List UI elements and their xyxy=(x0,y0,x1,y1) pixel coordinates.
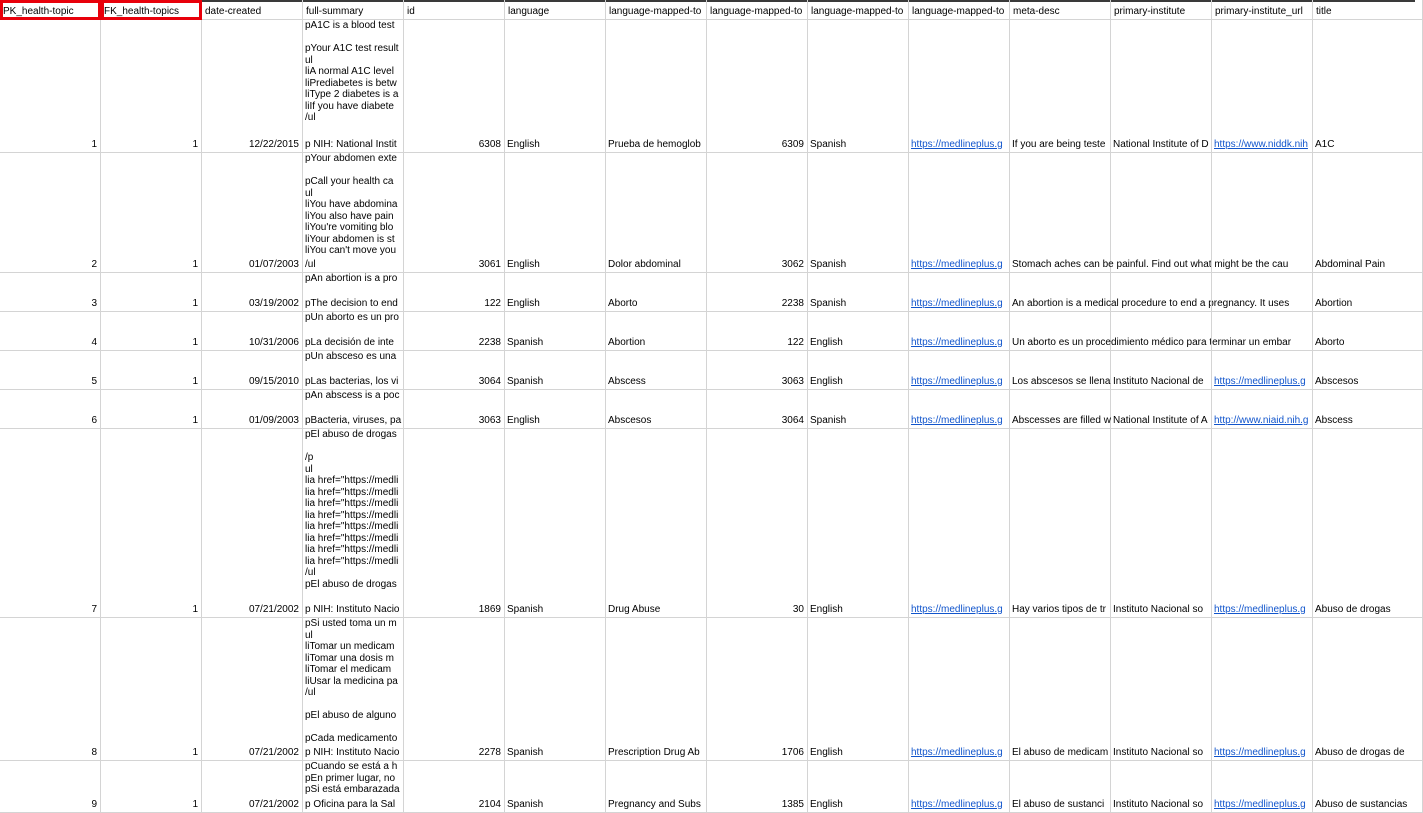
mapped-id-cell[interactable] xyxy=(707,273,808,312)
institute-url-cell[interactable] xyxy=(1212,273,1313,312)
mapped-language-cell[interactable] xyxy=(808,429,909,618)
cell-text: 1706 xyxy=(781,746,804,758)
mapped-id-cell[interactable] xyxy=(707,429,808,618)
institute-url-cell[interactable] xyxy=(1212,390,1313,429)
column-header[interactable]: full-summary xyxy=(303,0,404,20)
url-link[interactable]: https://medlineplus.g xyxy=(911,603,1003,615)
cell-text: Abscesses are filled w xyxy=(1012,414,1111,426)
id-cell[interactable] xyxy=(404,351,505,390)
column-header[interactable]: language-mapped-to xyxy=(606,0,707,20)
date-cell[interactable] xyxy=(202,761,303,813)
summary-cell[interactable] xyxy=(303,618,404,761)
meta-desc-cell[interactable] xyxy=(1010,390,1111,429)
column-header[interactable]: language-mapped-to xyxy=(808,0,909,20)
institute-cell[interactable] xyxy=(1111,20,1212,153)
cell-text: Spanish xyxy=(507,746,544,758)
id-cell[interactable] xyxy=(404,618,505,761)
cell-text: 4 xyxy=(91,336,97,348)
column-header[interactable]: language-mapped-to xyxy=(707,0,808,20)
pk-cell[interactable] xyxy=(0,273,101,312)
id-cell[interactable] xyxy=(404,390,505,429)
cell-text: 1 xyxy=(192,375,198,387)
institute-cell[interactable] xyxy=(1111,351,1212,390)
cell-text: 10/31/2006 xyxy=(248,336,299,348)
summary-cell[interactable] xyxy=(303,153,404,273)
summary-last-line: p Oficina para la Sal xyxy=(305,798,396,810)
cell-text: Drug Abuse xyxy=(608,603,661,615)
cell-text: Hay varios tipos de tr xyxy=(1012,603,1106,615)
title-cell[interactable] xyxy=(1313,618,1423,761)
mapped-url-cell[interactable] xyxy=(909,312,1010,351)
mapped-id-cell[interactable] xyxy=(707,390,808,429)
cell-text: 03/19/2002 xyxy=(248,297,299,309)
cell-text: Abscesos xyxy=(1315,375,1359,387)
cell-text: 01/09/2003 xyxy=(248,414,299,426)
summary-cell[interactable] xyxy=(303,351,404,390)
url-link[interactable]: https://medlineplus.g xyxy=(911,258,1003,270)
cell-text: 5 xyxy=(91,375,97,387)
url-link[interactable]: https://medlineplus.g xyxy=(911,375,1003,387)
cell-text: 6 xyxy=(91,414,97,426)
fk-cell[interactable] xyxy=(101,761,202,813)
language-cell[interactable] xyxy=(505,312,606,351)
language-cell[interactable] xyxy=(505,390,606,429)
cell-text: 1869 xyxy=(478,603,501,615)
mapped-id-cell[interactable] xyxy=(707,312,808,351)
summary-cell[interactable] xyxy=(303,312,404,351)
cell-text: 07/21/2002 xyxy=(248,746,299,758)
cell-text: Instituto Nacional so xyxy=(1113,798,1204,810)
fk-cell[interactable] xyxy=(101,273,202,312)
cell-text: 1 xyxy=(192,798,198,810)
institute-cell[interactable] xyxy=(1111,761,1212,813)
cell-text: 1 xyxy=(192,414,198,426)
summary-last-line: pThe decision to end xyxy=(305,297,398,309)
mapped-id-cell[interactable] xyxy=(707,20,808,153)
mapped-language-cell[interactable] xyxy=(808,153,909,273)
mapped-url-cell[interactable] xyxy=(909,20,1010,153)
summary-text: pAn abortion is a pro xyxy=(305,273,398,284)
column-header[interactable]: primary-institute xyxy=(1111,0,1212,20)
summary-cell[interactable] xyxy=(303,20,404,153)
summary-text: pCuando se está a h pEn primer lugar, no pSi está embarazada xyxy=(305,761,400,795)
cell-text: Aborto xyxy=(608,297,638,309)
column-header[interactable]: FK_health-topics xyxy=(101,0,202,20)
url-link[interactable]: https://medlineplus.g xyxy=(1214,798,1306,810)
mapped-title-cell[interactable] xyxy=(606,761,707,813)
cell-text: 1 xyxy=(192,746,198,758)
cell-text: 01/07/2003 xyxy=(248,258,299,270)
cell-text: 2238 xyxy=(478,336,501,348)
fk-cell[interactable] xyxy=(101,312,202,351)
cell-text: English xyxy=(810,375,843,387)
language-cell[interactable] xyxy=(505,153,606,273)
cell-text: Abuso de drogas de xyxy=(1315,746,1405,758)
cell-text: Aborto xyxy=(1315,336,1345,348)
cell-text: A1C xyxy=(1315,138,1335,150)
cell-text: English xyxy=(507,414,540,426)
institute-cell[interactable] xyxy=(1111,390,1212,429)
url-link[interactable]: https://medlineplus.g xyxy=(911,297,1003,309)
url-link[interactable]: https://medlineplus.g xyxy=(1214,746,1306,758)
cell-text: 1 xyxy=(192,603,198,615)
mapped-title-cell[interactable] xyxy=(606,312,707,351)
cell-text: 8 xyxy=(91,746,97,758)
pk-cell[interactable] xyxy=(0,312,101,351)
cell-text: Stomach aches can be painful. Find out what might be the cau xyxy=(1012,258,1289,270)
fk-cell[interactable] xyxy=(101,429,202,618)
summary-text: pSi usted toma un m ul liTomar un medicam liTomar una dosis m liTomar el medicam liUsar la medicina pa /ul pEl abuso de alguno pCada medicamento xyxy=(305,618,398,744)
meta-desc-cell[interactable] xyxy=(1010,273,1290,312)
cell-text: Prueba de hemoglob xyxy=(608,138,701,150)
column-header[interactable]: PK_health-topic xyxy=(0,0,101,20)
language-cell[interactable] xyxy=(505,273,606,312)
title-cell[interactable] xyxy=(1313,20,1423,153)
institute-url-cell[interactable] xyxy=(1212,20,1313,153)
mapped-language-cell[interactable] xyxy=(808,273,909,312)
cell-text: Spanish xyxy=(507,375,544,387)
pk-cell[interactable] xyxy=(0,618,101,761)
cell-text: 3 xyxy=(91,297,97,309)
cell-text: 1 xyxy=(192,336,198,348)
fk-cell[interactable] xyxy=(101,390,202,429)
meta-desc-cell[interactable] xyxy=(1010,618,1111,761)
cell-text: 2 xyxy=(91,258,97,270)
fk-cell[interactable] xyxy=(101,20,202,153)
cell-text: 2238 xyxy=(781,297,804,309)
summary-text: pEl abuso de drogas /p ul lia href="https://medli lia href="https://medli lia href="https://medli lia href="https://medli lia href="https://medli lia href="https://medli lia href="https://medli lia href="https://medli /ul pEl abuso de drogas xyxy=(305,429,399,590)
cell-text: 1 xyxy=(192,138,198,150)
summary-last-line: pLas bacterias, los vi xyxy=(305,375,399,387)
institute-cell[interactable] xyxy=(1111,618,1212,761)
cell-text: 1 xyxy=(192,258,198,270)
cell-text: Abdominal Pain xyxy=(1315,258,1386,270)
summary-last-line: pBacteria, viruses, pa xyxy=(305,414,402,426)
cell-text: National Institute of D xyxy=(1113,138,1209,150)
column-header[interactable]: date-created xyxy=(202,0,303,20)
cell-text: English xyxy=(810,336,843,348)
url-link[interactable]: https://medlineplus.g xyxy=(1214,375,1306,387)
date-cell[interactable] xyxy=(202,429,303,618)
cell-text: Abortion xyxy=(1315,297,1353,309)
id-cell[interactable] xyxy=(404,312,505,351)
cell-text: Abuso de drogas xyxy=(1315,603,1391,615)
cell-text: Spanish xyxy=(810,414,847,426)
summary-cell[interactable] xyxy=(303,390,404,429)
cell-text: 3064 xyxy=(781,414,804,426)
mapped-title-cell[interactable] xyxy=(606,429,707,618)
cell-text: Abscesos xyxy=(608,414,652,426)
cell-text: English xyxy=(507,258,540,270)
title-cell[interactable] xyxy=(1313,312,1423,351)
cell-text: 2104 xyxy=(478,798,501,810)
pk-cell[interactable] xyxy=(0,429,101,618)
meta-desc-cell[interactable] xyxy=(1010,153,1289,273)
cell-text: If you are being teste xyxy=(1012,138,1106,150)
institute-cell[interactable] xyxy=(1111,273,1212,312)
cell-text: English xyxy=(810,746,843,758)
cell-text: 1 xyxy=(91,138,97,150)
mapped-title-cell[interactable] xyxy=(606,153,707,273)
id-cell[interactable] xyxy=(404,761,505,813)
cell-text: Spanish xyxy=(507,336,544,348)
cell-text: 122 xyxy=(484,297,501,309)
cell-text: 2278 xyxy=(478,746,501,758)
mapped-title-cell[interactable] xyxy=(606,20,707,153)
language-cell[interactable] xyxy=(505,20,606,153)
cell-text: Los abscesos se llena xyxy=(1012,375,1111,387)
cell-text: Prescription Drug Ab xyxy=(608,746,700,758)
cell-text: 122 xyxy=(787,336,804,348)
summary-text: pA1C is a blood test pYour A1C test result ul liA normal A1C level liPrediabetes is betw liType 2 diabetes is a liIf you have diabete /ul xyxy=(305,20,399,123)
title-cell[interactable] xyxy=(1313,351,1423,390)
cell-text: 09/15/2010 xyxy=(248,375,299,387)
mapped-id-cell[interactable] xyxy=(707,761,808,813)
column-header[interactable]: primary-institute_url xyxy=(1212,0,1313,20)
mapped-url-cell[interactable] xyxy=(909,618,1010,761)
cell-text: 9 xyxy=(91,798,97,810)
language-cell[interactable] xyxy=(505,429,606,618)
institute-cell[interactable] xyxy=(1111,153,1212,273)
cell-text: Instituto Nacional so xyxy=(1113,603,1204,615)
cell-text: 6308 xyxy=(478,138,501,150)
mapped-id-cell[interactable] xyxy=(707,153,808,273)
summary-last-line: pLa decisión de inte xyxy=(305,336,394,348)
id-cell[interactable] xyxy=(404,153,505,273)
cell-text: 07/21/2002 xyxy=(248,798,299,810)
meta-desc-cell[interactable] xyxy=(1010,351,1111,390)
id-cell[interactable] xyxy=(404,20,505,153)
cell-text: Spanish xyxy=(810,258,847,270)
date-cell[interactable] xyxy=(202,390,303,429)
cell-text: National Institute of A xyxy=(1113,414,1208,426)
title-cell[interactable] xyxy=(1313,390,1423,429)
summary-cell[interactable] xyxy=(303,761,404,813)
date-cell[interactable] xyxy=(202,20,303,153)
institute-url-cell[interactable] xyxy=(1212,351,1313,390)
cell-text: Pregnancy and Subs xyxy=(608,798,701,810)
mapped-title-cell[interactable] xyxy=(606,618,707,761)
column-header[interactable]: language xyxy=(505,0,606,20)
pk-cell[interactable] xyxy=(0,390,101,429)
meta-desc-cell[interactable] xyxy=(1010,761,1111,813)
language-cell[interactable] xyxy=(505,761,606,813)
mapped-language-cell[interactable] xyxy=(808,761,909,813)
summary-last-line: /ul xyxy=(305,258,316,270)
cell-text: Spanish xyxy=(810,297,847,309)
mapped-title-cell[interactable] xyxy=(606,273,707,312)
mapped-url-cell[interactable] xyxy=(909,153,1010,273)
url-link[interactable]: https://www.niddk.nih xyxy=(1214,138,1308,150)
cell-text: Spanish xyxy=(810,138,847,150)
id-cell[interactable] xyxy=(404,273,505,312)
cell-text: 07/21/2002 xyxy=(248,603,299,615)
cell-text: 1385 xyxy=(781,798,804,810)
cell-text: 30 xyxy=(792,603,804,615)
summary-text: pUn absceso es una xyxy=(305,351,397,362)
cell-text: 3063 xyxy=(478,414,501,426)
cell-text: El abuso de sustanci xyxy=(1012,798,1105,810)
fk-cell[interactable] xyxy=(101,351,202,390)
summary-text: pYour abdomen exte pCall your health ca ul liYou have abdomina liYou also have pain liYou're vomiting blo liYour abdomen is st liYou can't move you xyxy=(305,153,398,256)
cell-text: Abuso de sustancias xyxy=(1315,798,1408,810)
institute-url-cell[interactable] xyxy=(1212,429,1313,618)
cell-text: 12/22/2015 xyxy=(248,138,299,150)
mapped-title-cell[interactable] xyxy=(606,390,707,429)
cell-text: English xyxy=(810,798,843,810)
pk-cell[interactable] xyxy=(0,153,101,273)
institute-cell[interactable] xyxy=(1111,312,1212,351)
mapped-url-cell[interactable] xyxy=(909,351,1010,390)
date-cell[interactable] xyxy=(202,351,303,390)
institute-url-cell[interactable] xyxy=(1212,618,1313,761)
mapped-url-cell[interactable] xyxy=(909,390,1010,429)
mapped-id-cell[interactable] xyxy=(707,351,808,390)
institute-url-cell[interactable] xyxy=(1212,153,1313,273)
cell-text: Instituto Nacional de xyxy=(1113,375,1204,387)
cell-text: Abortion xyxy=(608,336,646,348)
cell-text: 7 xyxy=(91,603,97,615)
language-cell[interactable] xyxy=(505,618,606,761)
cell-text: Instituto Nacional so xyxy=(1113,746,1204,758)
cell-text: 3062 xyxy=(781,258,804,270)
meta-desc-cell[interactable] xyxy=(1010,312,1292,351)
pk-cell[interactable] xyxy=(0,761,101,813)
fk-cell[interactable] xyxy=(101,618,202,761)
cell-text: 3063 xyxy=(781,375,804,387)
cell-text: An abortion is a medical procedure to end a pregnancy. It uses xyxy=(1012,297,1290,309)
column-header[interactable]: meta-desc xyxy=(1010,0,1111,20)
summary-last-line: p NIH: Instituto Nacio xyxy=(305,603,400,615)
fk-cell[interactable] xyxy=(101,153,202,273)
cell-text: Un aborto es un procedimiento médico para terminar un embar xyxy=(1012,336,1292,348)
date-cell[interactable] xyxy=(202,153,303,273)
summary-last-line: p NIH: National Instit xyxy=(305,138,397,150)
column-header[interactable]: title xyxy=(1313,0,1423,20)
title-cell[interactable] xyxy=(1313,761,1423,813)
url-link[interactable]: https://medlineplus.g xyxy=(911,138,1003,150)
institute-cell[interactable] xyxy=(1111,429,1212,618)
date-cell[interactable] xyxy=(202,273,303,312)
url-link[interactable]: https://medlineplus.g xyxy=(911,414,1003,426)
cell-text: Dolor abdominal xyxy=(608,258,681,270)
mapped-url-cell[interactable] xyxy=(909,429,1010,618)
cell-text: Spanish xyxy=(507,798,544,810)
pk-cell[interactable] xyxy=(0,20,101,153)
cell-text: 3061 xyxy=(478,258,501,270)
url-link[interactable]: https://medlineplus.g xyxy=(911,336,1003,348)
title-cell[interactable] xyxy=(1313,153,1423,273)
mapped-language-cell[interactable] xyxy=(808,618,909,761)
mapped-title-cell[interactable] xyxy=(606,351,707,390)
cell-text: English xyxy=(507,138,540,150)
cell-text: 1 xyxy=(192,297,198,309)
pk-cell[interactable] xyxy=(0,351,101,390)
mapped-url-cell[interactable] xyxy=(909,273,1010,312)
institute-url-cell[interactable] xyxy=(1212,761,1313,813)
meta-desc-cell[interactable] xyxy=(1010,429,1111,618)
url-link[interactable]: http://www.niaid.nih.g xyxy=(1214,414,1309,426)
mapped-language-cell[interactable] xyxy=(808,312,909,351)
url-link[interactable]: https://medlineplus.g xyxy=(1214,603,1306,615)
mapped-url-cell[interactable] xyxy=(909,761,1010,813)
cell-text: English xyxy=(810,603,843,615)
summary-text: pAn abscess is a poc xyxy=(305,390,400,401)
title-cell[interactable] xyxy=(1313,273,1423,312)
mapped-language-cell[interactable] xyxy=(808,390,909,429)
mapped-language-cell[interactable] xyxy=(808,351,909,390)
title-cell[interactable] xyxy=(1313,429,1423,618)
meta-desc-cell[interactable] xyxy=(1010,20,1111,153)
summary-cell[interactable] xyxy=(303,273,404,312)
id-cell[interactable] xyxy=(404,429,505,618)
date-cell[interactable] xyxy=(202,618,303,761)
url-link[interactable]: https://medlineplus.g xyxy=(911,798,1003,810)
column-header[interactable]: language-mapped-to xyxy=(909,0,1010,20)
cell-text: 3064 xyxy=(478,375,501,387)
cell-text: Spanish xyxy=(507,603,544,615)
url-link[interactable]: https://medlineplus.g xyxy=(911,746,1003,758)
summary-last-line: p NIH: Instituto Nacio xyxy=(305,746,400,758)
mapped-language-cell[interactable] xyxy=(808,20,909,153)
institute-url-cell[interactable] xyxy=(1212,312,1313,351)
cell-text: Abscess xyxy=(1315,414,1353,426)
cell-text: English xyxy=(507,297,540,309)
mapped-id-cell[interactable] xyxy=(707,618,808,761)
language-cell[interactable] xyxy=(505,351,606,390)
summary-cell[interactable] xyxy=(303,429,404,618)
date-cell[interactable] xyxy=(202,312,303,351)
summary-text: pUn aborto es un pro xyxy=(305,312,399,323)
column-header[interactable]: id xyxy=(404,0,505,20)
cell-text: Abscess xyxy=(608,375,646,387)
cell-text: 6309 xyxy=(781,138,804,150)
cell-text: El abuso de medicam xyxy=(1012,746,1109,758)
